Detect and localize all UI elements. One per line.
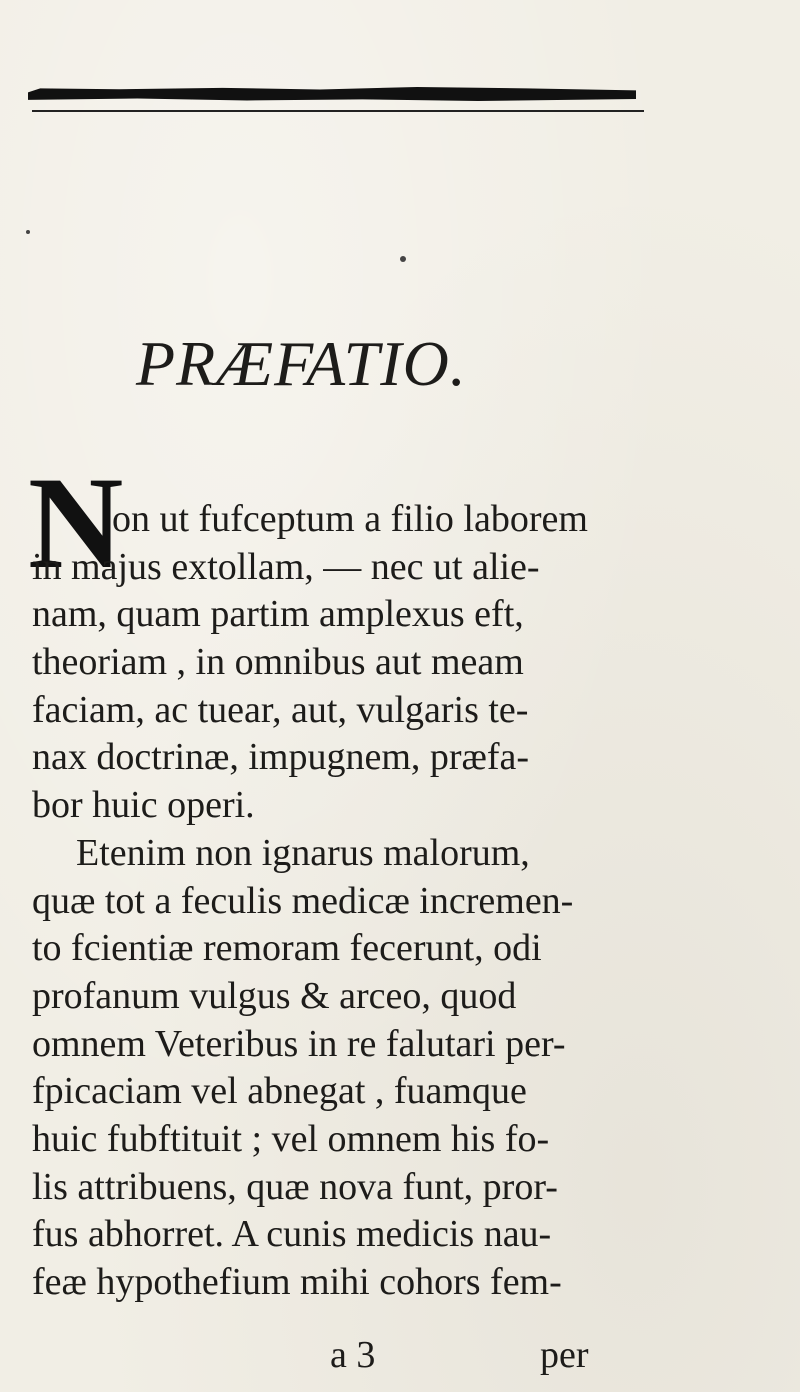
top-rule-thin [32,110,644,112]
top-rule-thick [28,87,636,101]
text-line: nax doctrinæ, impugnem, præfa- [32,736,530,779]
text-line: huic fubftituit ; vel omnem his fo- [32,1117,550,1160]
text-line: bor huic operi. [32,784,255,827]
text-line: in majus extollam, — nec ut alie- [32,545,540,588]
text-line: profanum vulgus & arceo, quod [32,974,517,1017]
signature-mark: a 3 [330,1334,376,1376]
text-line: faciam, ac tuear, aut, vulgaris te- [32,688,529,731]
page-footer [0,1336,800,1384]
catchword: per [540,1334,589,1376]
text-line: nam, quam partim amplexus eft, [32,593,524,636]
text-line: to fcientiæ remoram fecerunt, odi [32,927,542,970]
ink-speck [26,230,30,234]
text-line: feæ hypothefium mihi cohors fem- [32,1261,562,1303]
text-line: theoriam , in omnibus aut meam [32,641,524,684]
text-line: on ut fufceptum a filio laborem [112,498,588,540]
text-line: omnem Veteribus in re falutari per- [32,1022,566,1065]
text-line: quæ tot a feculis medicæ incremen- [32,879,574,922]
text-line: fus abhorret. A cunis medicis nau- [32,1213,552,1256]
ink-speck [400,256,406,262]
text-line: Etenim non ignarus malorum, [76,831,530,874]
drop-cap: N [28,449,124,596]
text-line: lis attribuens, quæ nova funt, pror- [32,1165,558,1208]
text-block [32,496,652,1307]
text-line: fpicaciam vel abnegat , fuamque [32,1070,527,1113]
page-title: PRÆFATIO. [136,328,467,399]
